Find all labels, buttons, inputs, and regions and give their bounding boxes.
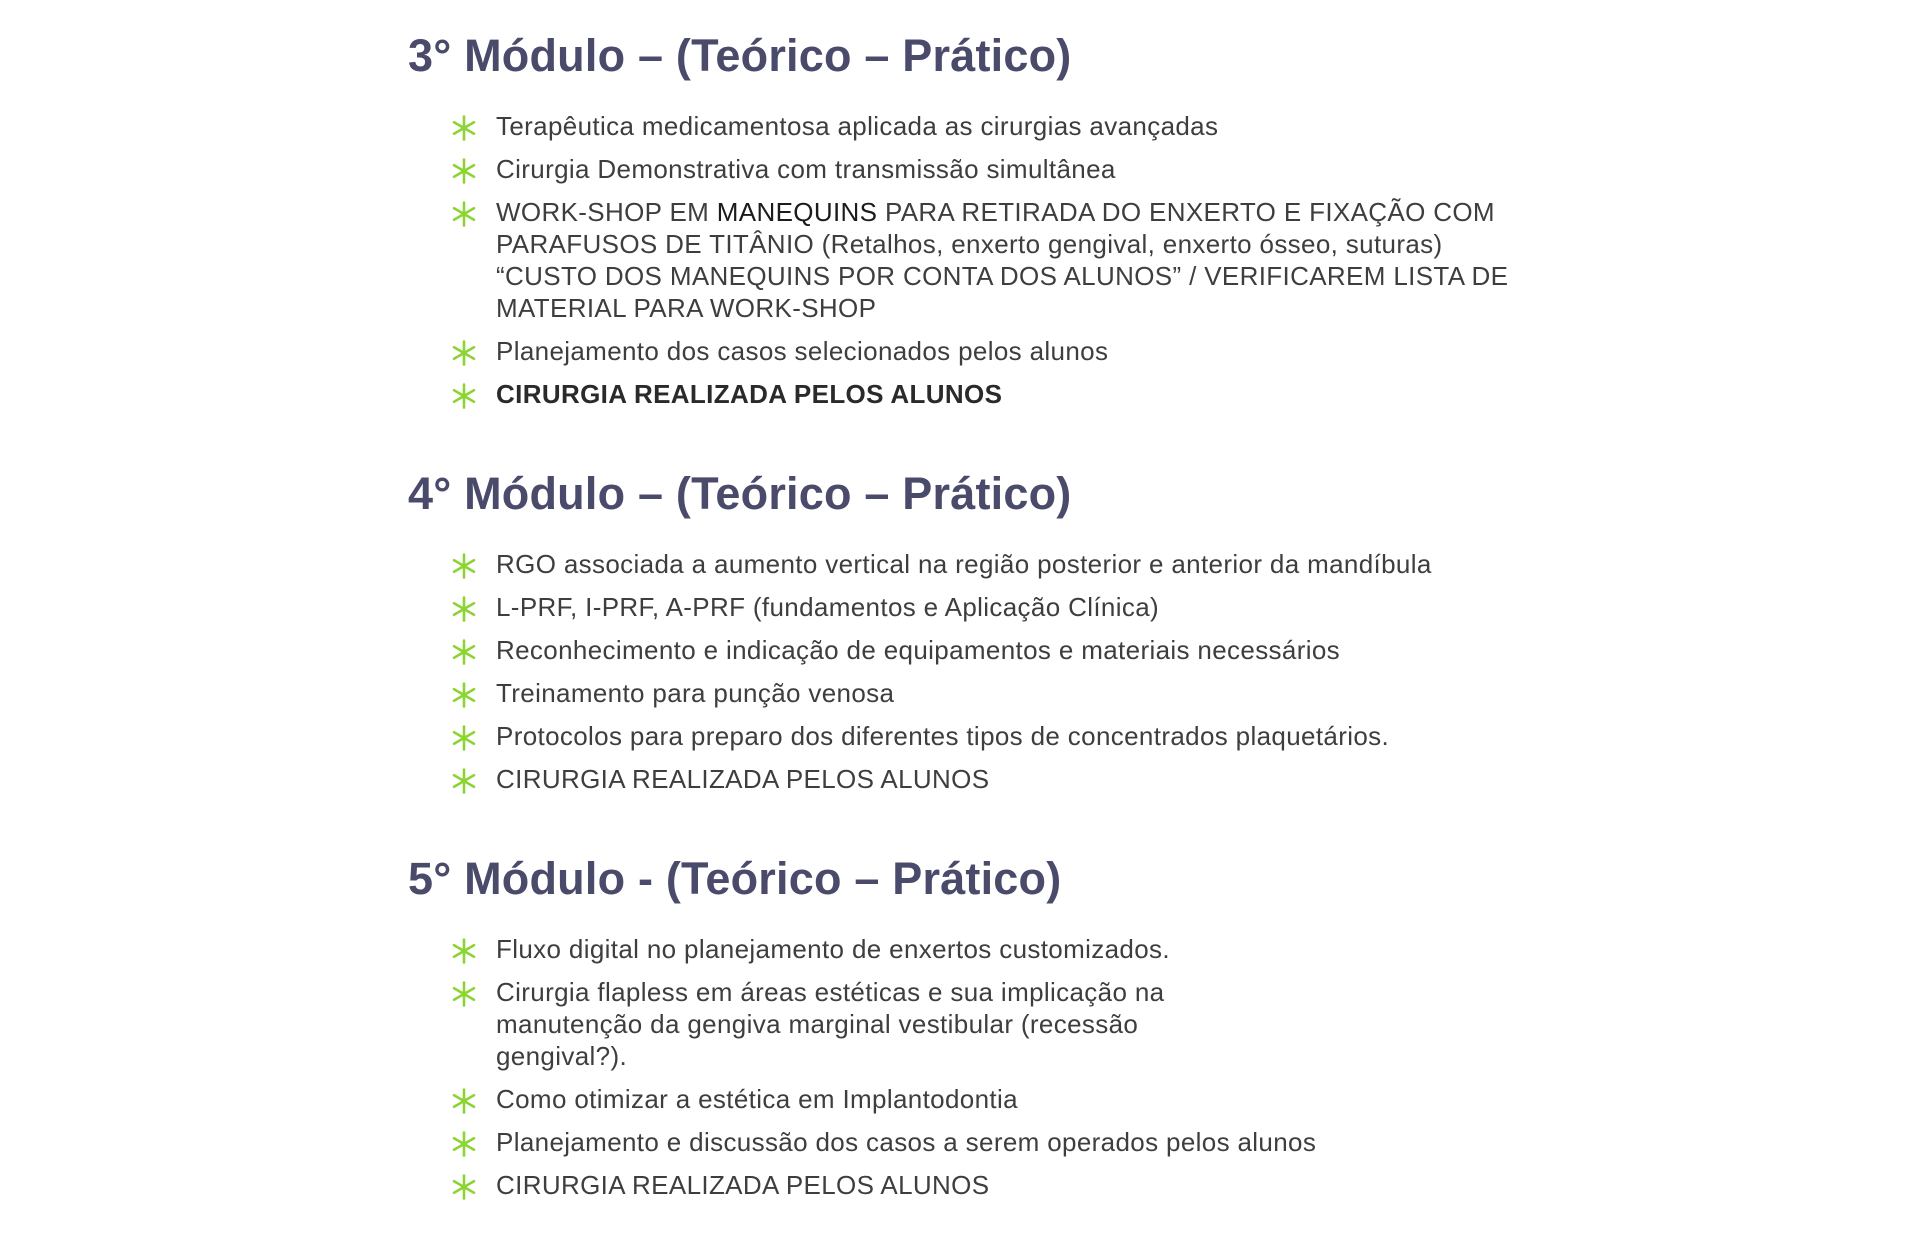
item-text — [496, 197, 1508, 323]
asterisk-icon-graphic — [451, 938, 477, 964]
asterisk-icon-graphic — [451, 596, 477, 622]
asterisk-icon-graphic — [451, 201, 477, 227]
asterisk-icon-graphic — [451, 725, 477, 751]
list-item — [408, 110, 1548, 142]
asterisk-icon — [451, 553, 477, 579]
list-item — [408, 720, 1548, 752]
asterisk-icon — [451, 1174, 477, 1200]
item-text: CIRURGIA REALIZADA PELOS ALUNOS — [496, 764, 990, 794]
asterisk-icon-graphic — [451, 981, 477, 1007]
item-text-after: PARA RETIRADA DO ENXERTO E FIXAÇÃO COM PARAFUSOS DE TITÂNIO (Retalhos, enxerto gengival, enxerto ósseo, suturas) “CUSTO DOS MANEQUINS POR CONTA DOS ALUNOS” / VERIFICAREM LISTA DE MATERIAL PARA WORK-SHOP — [496, 197, 1509, 323]
asterisk-icon-graphic — [451, 639, 477, 665]
asterisk-icon-graphic — [451, 1131, 477, 1157]
module-title: 3° Módulo – (Teórico – Prático) — [408, 30, 1072, 81]
module-title: 4° Módulo – (Teórico – Prático) — [408, 468, 1072, 519]
asterisk-icon — [451, 938, 477, 964]
item-text: Planejamento e discussão dos casos a serem operados pelos alunos — [496, 1127, 1317, 1157]
item-text: Treinamento para punção venosa — [496, 678, 895, 708]
list-item — [408, 335, 1548, 367]
module-title: 5° Módulo - (Teórico – Prático) — [408, 853, 1062, 904]
item-text: Protocolos para preparo dos diferentes tipos de concentrados plaquetários. — [496, 721, 1390, 751]
asterisk-icon-graphic — [451, 768, 477, 794]
module-items — [408, 548, 1548, 795]
item-text: CIRURGIA REALIZADA PELOS ALUNOS — [496, 379, 1003, 409]
asterisk-icon — [451, 1131, 477, 1157]
module-3 — [408, 24, 1548, 410]
asterisk-icon-graphic — [451, 158, 477, 184]
asterisk-icon — [451, 158, 477, 184]
item-text-before: WORK-SHOP EM — [496, 197, 717, 227]
module-4 — [408, 462, 1548, 795]
item-text: RGO associada a aumento vertical na região posterior e anterior da mandíbula — [496, 549, 1432, 579]
item-text: Cirurgia Demonstrativa com transmissão simultânea — [496, 154, 1116, 184]
asterisk-icon — [451, 639, 477, 665]
list-item — [408, 976, 1548, 1072]
module-items — [408, 933, 1548, 1201]
item-text: L-PRF, I-PRF, A-PRF (fundamentos e Aplicação Clínica) — [496, 592, 1160, 622]
list-item — [408, 763, 1548, 795]
item-text-emphasis: MANEQUINS — [716, 197, 878, 227]
item-text: Como otimizar a estética em Implantodontia — [496, 1084, 1018, 1114]
asterisk-icon — [451, 725, 477, 751]
item-text: Fluxo digital no planejamento de enxertos customizados. — [496, 934, 1170, 964]
list-item — [408, 548, 1548, 580]
item-text: Cirurgia flapless em áreas estéticas e sua implicação na manutenção da gengiva marginal vestibular (recessão gengival?). — [496, 977, 1165, 1071]
asterisk-icon-graphic — [451, 553, 477, 579]
course-content — [408, 24, 1548, 1201]
asterisk-icon — [451, 115, 477, 141]
asterisk-icon-graphic — [451, 340, 477, 366]
list-item — [408, 634, 1548, 666]
asterisk-icon — [451, 682, 477, 708]
item-text: Reconhecimento e indicação de equipamentos e materiais necessários — [496, 635, 1341, 665]
asterisk-icon-graphic — [451, 1088, 477, 1114]
item-text: Planejamento dos casos selecionados pelos alunos — [496, 336, 1109, 366]
list-item — [408, 677, 1548, 709]
asterisk-icon — [451, 981, 477, 1007]
asterisk-icon-graphic — [451, 115, 477, 141]
asterisk-icon-graphic — [451, 1174, 477, 1200]
list-item — [408, 1169, 1548, 1201]
item-text: Terapêutica medicamentosa aplicada as cirurgias avançadas — [496, 111, 1219, 141]
asterisk-icon — [451, 596, 477, 622]
module-5 — [408, 847, 1548, 1201]
asterisk-icon-graphic — [451, 383, 477, 409]
asterisk-icon — [451, 340, 477, 366]
list-item — [408, 378, 1548, 410]
item-text: CIRURGIA REALIZADA PELOS ALUNOS — [496, 1170, 990, 1200]
asterisk-icon — [451, 768, 477, 794]
asterisk-icon — [451, 201, 477, 227]
list-item — [408, 1126, 1548, 1158]
asterisk-icon — [451, 383, 477, 409]
asterisk-icon — [451, 1088, 477, 1114]
list-item — [408, 933, 1548, 965]
list-item — [408, 591, 1548, 623]
list-item — [408, 196, 1548, 324]
list-item — [408, 153, 1548, 185]
module-items — [408, 110, 1548, 410]
list-item — [408, 1083, 1548, 1115]
asterisk-icon-graphic — [451, 682, 477, 708]
